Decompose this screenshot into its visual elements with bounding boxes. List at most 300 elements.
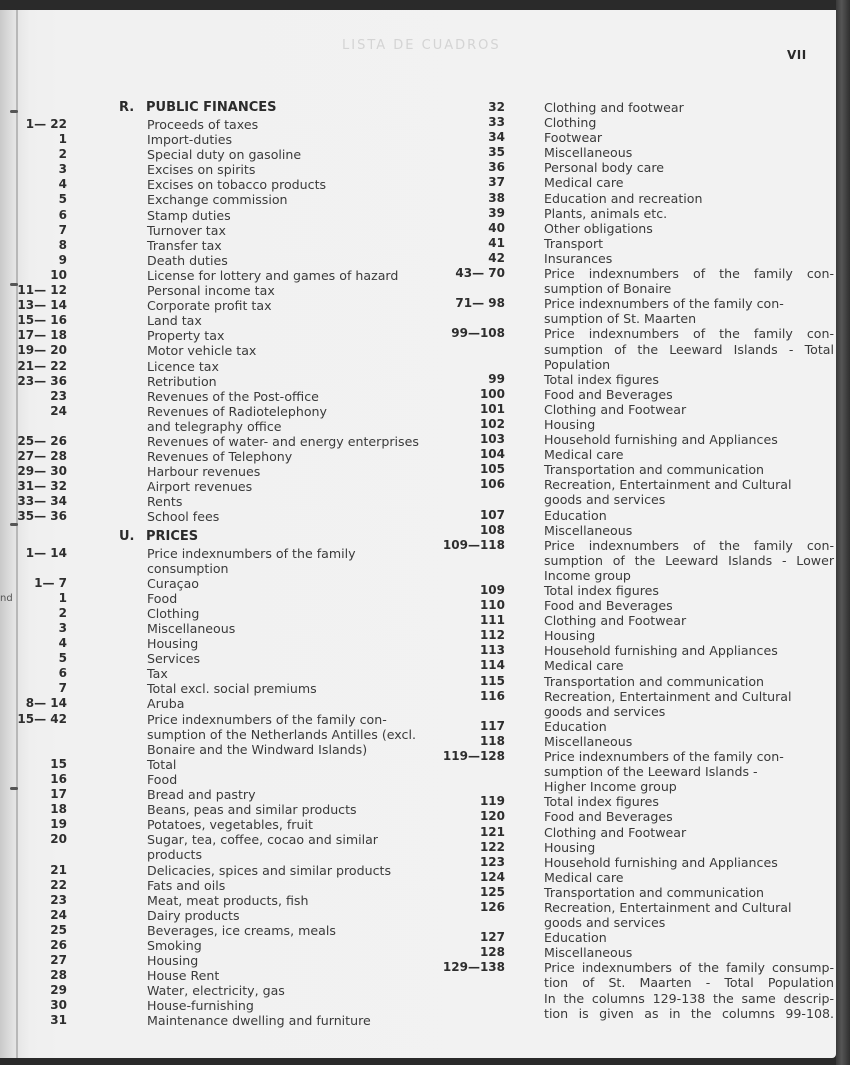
column-number: 21 [50, 862, 67, 877]
column-number: 6 [58, 666, 67, 681]
entry-text: sumption of the Leeward Islands - [544, 764, 758, 780]
column-number: 123 [479, 854, 505, 869]
left-column [0, 100, 420, 1029]
entry-text: goods and services [544, 703, 666, 719]
list-item [0, 923, 420, 938]
list-item [420, 975, 834, 991]
column-number: 99—108 [451, 326, 505, 341]
entry-text: Aruba [147, 696, 185, 712]
column-number: 125 [479, 884, 505, 899]
bleed-through-heading: LISTA DE CUADROS [342, 38, 501, 53]
entry-text: Miscellaneous [147, 621, 236, 636]
entry-text: Miscellaneous [544, 522, 633, 538]
entry-text: Fats and oils [147, 877, 226, 893]
column-number: 109 [479, 583, 505, 597]
entry-text: Price indexnumbers of the family con- [544, 326, 834, 342]
column-number: 108 [479, 522, 505, 537]
list-item [0, 192, 420, 207]
list-item [0, 712, 420, 727]
entry-text: Licence tax [147, 358, 219, 374]
column-number: 6 [58, 207, 67, 222]
list-item [420, 402, 820, 417]
list-item [420, 387, 820, 402]
entry-text: Medical care [544, 175, 624, 191]
list-item [0, 998, 420, 1013]
entry-text: Clothing and footwear [544, 100, 684, 115]
entry-text: Stamp duties [147, 207, 231, 223]
entry-text: Harbour revenues [147, 464, 261, 480]
column-number: 2 [58, 605, 67, 620]
entry-text: Beans, peas and similar products [147, 802, 357, 818]
column-number: 120 [479, 809, 505, 824]
entry-text: Housing [544, 839, 596, 855]
entry-text: goods and services [544, 915, 666, 931]
entry-text: Insurances [544, 250, 613, 266]
column-number: 1 [58, 590, 67, 605]
entry-text: Footwear [544, 130, 603, 146]
list-item [0, 313, 420, 328]
column-number: 5 [58, 192, 67, 207]
entry-text: Total index figures [544, 794, 659, 810]
column-number: 8 [58, 237, 67, 252]
list-item [0, 696, 420, 711]
column-number: 34 [488, 130, 505, 145]
list-item [420, 870, 820, 885]
list-item [420, 825, 820, 840]
list-item [0, 253, 420, 268]
entry-text: sumption of St. Maarten [544, 311, 697, 327]
list-item [420, 945, 820, 960]
column-number: 129—138 [442, 960, 505, 975]
column-number: 1— 7 [34, 575, 67, 590]
column-number: 2 [58, 147, 67, 162]
column-number: 17 [50, 787, 67, 802]
column-number: 27 [50, 953, 67, 968]
list-item [420, 537, 834, 553]
entry-text: Total index figures [544, 371, 659, 387]
column-number: 119 [479, 794, 505, 809]
entry-text: Turnover tax [147, 222, 226, 238]
column-number: 112 [479, 628, 505, 643]
list-item [420, 160, 820, 175]
list-item [420, 115, 820, 130]
entry-text: Food [147, 590, 178, 606]
column-number: 33 [488, 115, 505, 130]
list-item [420, 794, 820, 809]
column-number: 116 [479, 688, 505, 703]
column-number: 13— 14 [17, 298, 67, 313]
list-item [420, 236, 820, 251]
list-item [0, 832, 420, 847]
column-number: 102 [479, 416, 505, 431]
list-item [0, 374, 420, 389]
list-item [420, 704, 820, 719]
list-item [0, 359, 420, 374]
entry-text: Price indexnumbers of the family con- [544, 749, 784, 765]
column-number: 113 [479, 643, 505, 658]
column-number: 3 [58, 621, 67, 635]
entry-text: Population [544, 356, 611, 372]
column-number: 20 [50, 832, 67, 847]
entry-text: Price indexnumbers of the family con- [544, 266, 834, 282]
column-number: 30 [50, 998, 67, 1013]
column-number: 10 [50, 267, 67, 282]
list-item [420, 447, 820, 462]
right-column [420, 100, 834, 1021]
column-number: 33— 34 [17, 494, 67, 509]
entry-text: Special duty on gasoline [147, 147, 302, 163]
list-item [0, 983, 420, 998]
entry-text: Transportation and communication [544, 462, 765, 478]
list-item [420, 674, 820, 689]
list-item [0, 787, 420, 802]
column-number: 42 [488, 250, 505, 265]
list-item [420, 658, 820, 673]
entry-text: Clothing and Footwear [544, 824, 687, 840]
entry-text: goods and services [544, 492, 666, 508]
entry-text: Dairy products [147, 907, 240, 923]
column-number: 9 [58, 252, 67, 267]
entry-text: Smoking [147, 937, 202, 953]
entry-text: Maintenance dwelling and furniture [147, 1013, 371, 1029]
column-number: 4 [58, 636, 67, 651]
entry-text: Airport revenues [147, 479, 253, 495]
entry-text: Total index figures [544, 583, 659, 598]
column-number: 110 [479, 598, 505, 613]
list-item [420, 145, 820, 160]
list-item [0, 1013, 420, 1028]
column-number: 25— 26 [17, 433, 67, 448]
list-item [0, 606, 420, 621]
column-number: 40 [488, 220, 505, 235]
entry-text: Services [147, 651, 201, 667]
list-item [420, 296, 820, 311]
list-item [420, 960, 834, 976]
entry-text: Bonaire and the Windward Islands) [147, 741, 368, 757]
list-item [420, 326, 834, 342]
list-item [0, 561, 420, 576]
list-item [420, 734, 820, 749]
list-item [0, 283, 420, 298]
entry-text: Miscellaneous [544, 945, 633, 961]
section-title: PRICES [146, 528, 199, 544]
column-number: 25 [50, 922, 67, 937]
entry-text: Proceeds of taxes [147, 117, 259, 132]
entry-text: Beverages, ice creams, meals [147, 922, 336, 938]
entry-text: Transfer tax [147, 237, 222, 253]
entry-text: Transportation and communication [544, 884, 765, 900]
column-number: 32 [488, 100, 505, 114]
list-item [420, 462, 820, 477]
entry-text: Delicacies, spices and similar products [147, 862, 392, 878]
entry-text: Tax [147, 666, 168, 682]
list-item [420, 855, 820, 870]
column-number: 23 [50, 388, 67, 403]
list-item [420, 583, 820, 598]
column-number: 35 [488, 145, 505, 160]
entry-text: Death duties [147, 252, 228, 268]
list-item [420, 206, 820, 221]
entry-text: Recreation, Entertainment and Cultural [544, 477, 792, 493]
entry-text: Education [544, 930, 607, 946]
column-number: 1— 14 [25, 545, 67, 560]
list-item [420, 221, 820, 236]
entry-text: Food and Beverages [544, 809, 673, 825]
section-letter: R. [119, 100, 135, 115]
list-item [0, 847, 420, 862]
column-number: 29— 30 [17, 464, 67, 479]
entry-text: sumption of Bonaire [544, 281, 672, 297]
list-item [0, 494, 420, 509]
list-item [0, 404, 420, 419]
list-item [420, 175, 820, 190]
column-number: 43— 70 [455, 266, 505, 281]
column-number: 114 [479, 658, 505, 673]
column-number: 124 [479, 869, 505, 884]
entry-text: Motor vehicle tax [147, 343, 257, 359]
entry-text: Land tax [147, 313, 202, 329]
list-item [420, 930, 820, 945]
entry-text: tion is given as in the columns 99-108. [544, 1005, 834, 1021]
column-number: 28 [50, 968, 67, 983]
entry-text: Clothing [147, 605, 200, 621]
list-item [420, 749, 820, 764]
list-item [420, 840, 820, 855]
column-number: 121 [479, 824, 505, 839]
column-number: 103 [479, 432, 505, 447]
column-number: 1 [58, 132, 67, 147]
entry-text: Price indexnumbers of the family [147, 545, 356, 561]
entry-text: Price indexnumbers of the family consump- [544, 960, 834, 976]
entry-text: Higher Income group [544, 779, 677, 795]
entry-text: Clothing and Footwear [544, 401, 687, 417]
list-item [420, 508, 820, 523]
column-number: 105 [479, 462, 505, 477]
list-item [420, 689, 820, 704]
list-item [0, 802, 420, 817]
column-number: 115 [479, 673, 505, 688]
entry-text: Retribution [147, 373, 217, 389]
list-item [0, 419, 420, 434]
page-edge [836, 0, 850, 1065]
column-number: 35— 36 [17, 509, 67, 524]
list-item [0, 177, 420, 192]
list-item [0, 389, 420, 404]
entry-text: Medical care [544, 869, 624, 885]
list-item [420, 341, 834, 357]
section-letter: U. [119, 528, 135, 544]
list-item [0, 449, 420, 464]
column-number: 128 [479, 945, 505, 960]
entry-text: Food [147, 771, 178, 787]
section-heading [0, 100, 420, 117]
column-number: 104 [479, 447, 505, 462]
entry-text: Other obligations [544, 220, 653, 236]
entry-text: Recreation, Entertainment and Cultural [544, 688, 792, 704]
column-number: 122 [479, 839, 505, 854]
list-item [0, 328, 420, 343]
list-item [0, 636, 420, 651]
list-item [0, 147, 420, 162]
list-item [420, 809, 820, 824]
column-number: 17— 18 [17, 328, 67, 343]
entry-text: and telegraphy office [147, 418, 282, 434]
entry-text: Medical care [544, 447, 624, 463]
list-item [420, 100, 820, 115]
entry-text: Excises on tobacco products [147, 177, 327, 193]
entry-text: Housing [544, 416, 596, 432]
column-number: 111 [479, 613, 505, 628]
entry-text: Housing [544, 628, 596, 644]
entry-text: Education [544, 718, 607, 734]
column-number: 118 [479, 733, 505, 748]
entry-text: Revenues of Telephony [147, 449, 293, 465]
entry-text: Medical care [544, 658, 624, 674]
list-item [420, 523, 820, 538]
list-item [0, 509, 420, 524]
entry-text: Transport [544, 235, 604, 251]
entry-text: Revenues of Radiotelephony [147, 403, 327, 419]
column-number: 38 [488, 190, 505, 205]
entry-text: Exchange commission [147, 192, 288, 208]
list-item [420, 417, 820, 432]
entry-text: Total [147, 756, 177, 772]
column-number: 23 [50, 892, 67, 907]
list-item [0, 464, 420, 479]
entry-text: License for lottery and games of hazard [147, 267, 399, 283]
entry-text: Housing [147, 636, 199, 652]
entry-text: House Rent [147, 968, 220, 984]
entry-text: Rents [147, 494, 183, 510]
entry-text: products [147, 847, 202, 863]
list-item [420, 477, 820, 492]
list-item [0, 223, 420, 238]
entry-text: Price indexnumbers of the family con- [147, 711, 387, 727]
list-item [420, 915, 820, 930]
list-item [0, 878, 420, 893]
entry-text: Curaçao [147, 575, 200, 591]
list-item [0, 298, 420, 313]
list-item [0, 666, 420, 681]
column-number: 127 [479, 930, 505, 945]
entry-text: Household furnishing and Appliances [544, 432, 778, 448]
entry-text: Price indexnumbers of the family con- [544, 537, 834, 553]
list-item [0, 576, 420, 591]
column-number: 1— 22 [25, 117, 67, 131]
column-number: 39 [488, 205, 505, 220]
column-number: 31— 32 [17, 479, 67, 494]
list-item [420, 311, 820, 326]
column-number: 19 [50, 817, 67, 832]
entry-text: Transportation and communication [544, 673, 765, 689]
entry-text: Excises on spirits [147, 162, 256, 178]
entry-text: Food and Beverages [544, 598, 673, 614]
column-number: 4 [58, 177, 67, 192]
list-item [420, 779, 820, 794]
column-number: 21— 22 [17, 358, 67, 373]
list-item [420, 885, 820, 900]
entry-text: Water, electricity, gas [147, 983, 285, 999]
column-number: 22 [50, 877, 67, 892]
list-item [420, 643, 820, 658]
entry-text: Clothing and Footwear [544, 613, 687, 629]
column-number: 126 [479, 899, 505, 914]
entry-text: Education [544, 507, 607, 523]
margin-fragment: nd [0, 593, 13, 604]
entry-text: sumption of the Leeward Islands - Lower [544, 552, 834, 568]
column-number: 99 [488, 371, 505, 386]
entry-text: School fees [147, 509, 220, 525]
column-number: 23— 36 [17, 373, 67, 388]
section-heading [0, 529, 420, 546]
entry-text: Recreation, Entertainment and Cultural [544, 899, 792, 915]
column-number: 41 [488, 235, 505, 250]
entry-text: tion of St. Maarten - Total Population [544, 975, 834, 991]
column-number: 119—128 [442, 749, 505, 764]
column-number: 31 [50, 1013, 67, 1028]
list-item [0, 651, 420, 666]
section-title: PUBLIC FINANCES [146, 100, 277, 115]
entry-text: Plants, animals etc. [544, 205, 668, 221]
list-item [420, 900, 820, 915]
column-number: 24 [50, 403, 67, 418]
list-item [0, 742, 420, 757]
list-item [0, 268, 420, 283]
column-number: 11— 12 [17, 283, 67, 298]
column-number: 15— 16 [17, 313, 67, 328]
list-item [420, 990, 834, 1006]
entry-text: Education and recreation [544, 190, 703, 206]
list-item [0, 546, 420, 561]
column-number: 8— 14 [25, 696, 67, 711]
list-item [420, 628, 820, 643]
list-item [0, 591, 420, 606]
entry-text: Corporate profit tax [147, 298, 272, 314]
list-item [420, 598, 820, 613]
column-number: 19— 20 [17, 343, 67, 358]
list-item [0, 681, 420, 696]
list-item [420, 281, 820, 296]
list-item [0, 863, 420, 878]
list-item [0, 132, 420, 147]
entry-text: Import-duties [147, 132, 233, 148]
list-item [420, 266, 834, 282]
entry-text: Bread and pastry [147, 787, 256, 803]
column-number: 26 [50, 937, 67, 952]
entry-text: sumption of the Leeward Islands - Total [544, 341, 834, 357]
entry-text: Miscellaneous [544, 733, 633, 749]
list-item [0, 117, 420, 132]
list-item [420, 251, 820, 266]
list-item [420, 719, 820, 734]
list-item [0, 817, 420, 832]
entry-text: Property tax [147, 328, 225, 344]
list-item [0, 757, 420, 772]
list-item [420, 1005, 834, 1021]
entry-text: Income group [544, 567, 631, 583]
list-item [420, 764, 820, 779]
list-item [0, 208, 420, 223]
entry-text: Personal body care [544, 160, 664, 176]
entry-text: Revenues of water- and energy enterprises [147, 433, 419, 449]
entry-text: sumption of the Netherlands Antilles (excl. [147, 726, 416, 742]
column-number: 3 [58, 162, 67, 177]
column-number: 15— 42 [17, 711, 67, 726]
column-number: 106 [479, 477, 505, 492]
entry-text: Revenues of the Post-office [147, 388, 319, 404]
entry-text: Housing [147, 953, 199, 969]
entry-text: Clothing [544, 115, 597, 131]
